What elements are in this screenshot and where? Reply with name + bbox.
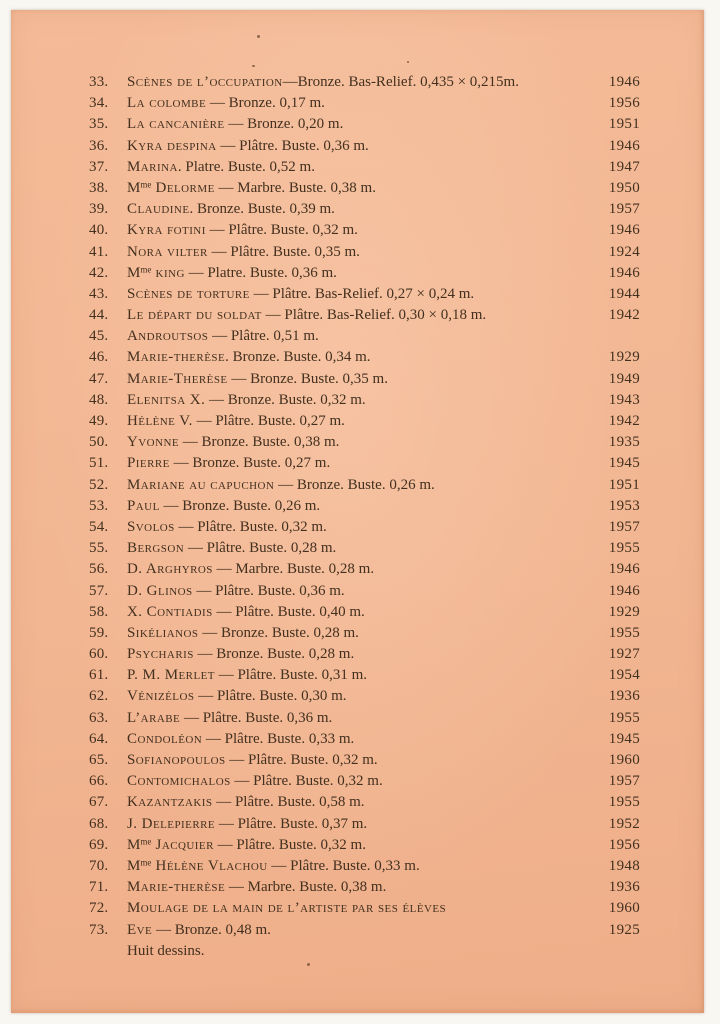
entry-number: 40. [89, 222, 109, 239]
entry-name: Jacquier [151, 836, 214, 853]
catalog-row [11, 665, 704, 686]
entry-number: 35. [89, 116, 109, 133]
entry-description: — Bronze. Buste. 0,28 m. [193, 646, 355, 663]
entry-title [127, 390, 594, 411]
entry-number: 42. [89, 264, 109, 281]
entry-description: — Plâtre. Bas-Relief. 0,27 × 0,24 m. [249, 285, 475, 302]
entry-name: Paul [127, 497, 160, 514]
entry-title [127, 326, 594, 347]
entry-number: 56. [89, 561, 109, 578]
entry-description: — Plâtre. Buste. 0,32 m. [205, 222, 358, 239]
entry-description: — Plâtre. Buste. 0,32 m. [213, 836, 366, 853]
entry-number: 33. [89, 74, 109, 90]
entry-number: 70. [89, 857, 109, 874]
catalog-row [11, 178, 704, 199]
entry-name: Marie-therèse [127, 349, 226, 366]
entry-description: — Platre. Buste. 0,36 m. [184, 264, 337, 281]
entry-number: 54. [89, 518, 109, 535]
catalog-row [11, 284, 704, 305]
entry-title [127, 72, 594, 93]
entry-number: 63. [89, 709, 109, 726]
catalog-row [11, 559, 704, 580]
entry-description: — Marbre. Buste. 0,38 m. [214, 179, 376, 196]
entry-number: 61. [89, 667, 109, 684]
entry-title [127, 898, 594, 919]
entry-title [127, 644, 594, 665]
entry-number: 52. [89, 476, 109, 493]
entry-year: 1955 [608, 624, 640, 641]
entry-title [127, 242, 594, 263]
entry-description: — Plâtre. Buste. 0,58 m. [212, 794, 365, 811]
entry-description: — Bronze. Buste. 0,38 m. [179, 434, 340, 451]
entry-name: La colombe [127, 95, 207, 112]
entry-name: Le départ du soldat [127, 307, 262, 324]
entry-title [127, 602, 594, 623]
catalog-row [11, 898, 704, 919]
entry-name: D. Glinos [127, 582, 193, 599]
catalog-row [11, 199, 704, 220]
entry-year: 1946 [608, 561, 640, 578]
entry-number: 36. [89, 137, 109, 154]
entry-number: 57. [89, 582, 109, 599]
entry-year: 1953 [608, 497, 640, 514]
catalog-row [11, 411, 704, 432]
entry-year: 1936 [608, 879, 640, 896]
entry-year: 1925 [608, 921, 640, 938]
entry-description: — Plâtre. Bas-Relief. 0,30 × 0,18 m. [261, 307, 487, 324]
entry-name: Sikélianos [127, 624, 199, 641]
entry-title-superscript: me [140, 836, 152, 847]
entry-number: 62. [89, 688, 109, 705]
entry-description: — Bronze. Buste. 0,27 m. [169, 455, 331, 472]
entry-year: 1946 [608, 264, 640, 281]
entry-title [127, 877, 594, 898]
catalog-row [11, 220, 704, 241]
entry-description: — Plâtre. Buste. 0,31 m. [214, 667, 368, 684]
entry-name: D. Arghyros [127, 561, 213, 578]
entry-number: 66. [89, 773, 109, 790]
entry-description: Huit dessins. [127, 942, 205, 959]
entry-title [127, 792, 594, 813]
entry-title-prefix: M [127, 264, 141, 281]
entry-number: 73. [89, 921, 109, 938]
entry-name: Elenitsa X. [127, 391, 206, 408]
entry-name: P. M. Merlet [127, 667, 215, 684]
entry-year: 1956 [608, 95, 640, 112]
entry-title [127, 369, 594, 390]
entry-name: Hélène Vlachou [151, 857, 268, 874]
catalog-row [11, 305, 704, 326]
entry-year: 1936 [608, 688, 640, 705]
entry-year: 1946 [608, 74, 640, 90]
entry-title [127, 941, 594, 962]
catalog-row [11, 432, 704, 453]
entry-number: 37. [89, 158, 109, 175]
entry-name: Kyra fotini [127, 222, 206, 239]
catalog-row [11, 369, 704, 390]
catalog-list [11, 72, 704, 962]
catalog-row [11, 644, 704, 665]
entry-name: Yvonne [127, 434, 180, 451]
entry-description: — Plâtre. Buste. 0,32 m. [225, 752, 378, 768]
entry-name: Hélène V. [127, 413, 193, 429]
catalog-row [11, 814, 704, 835]
entry-description: — Plâtre. Buste. 0,33 m. [267, 857, 420, 874]
entry-title [127, 814, 594, 835]
entry-number: 43. [89, 285, 109, 302]
entry-description: — Plâtre. Buste. 0,30 m. [194, 688, 347, 705]
catalog-row [11, 390, 704, 411]
entry-name: Androutsos [127, 328, 209, 345]
entry-number: 64. [89, 730, 109, 747]
entry-description: . Bronze. Buste. 0,34 m. [225, 349, 371, 366]
paper-speck [252, 65, 255, 67]
entry-name: Vénizélos [127, 688, 195, 705]
entry-year: 1942 [608, 413, 640, 429]
entry-year: 1945 [608, 730, 640, 747]
catalog-row [11, 856, 704, 877]
catalog-row [11, 263, 704, 284]
entry-description: — Plâtre. Buste. 0,35 m. [207, 243, 360, 260]
entry-title [127, 136, 594, 157]
entry-year: 1960 [608, 752, 640, 768]
entry-name: J. Delepierre [127, 815, 216, 832]
entry-year: 1952 [608, 815, 640, 832]
entry-title [127, 581, 594, 602]
entry-description: — Bronze. Buste. 0,28 m. [198, 624, 359, 641]
catalog-row [11, 157, 704, 178]
entry-name: X. Contiadis [127, 603, 213, 620]
entry-name: Marie-therèse [127, 879, 226, 896]
catalog-row [11, 538, 704, 559]
entry-title [127, 220, 594, 241]
entry-title [127, 920, 594, 941]
entry-year: 1929 [608, 349, 640, 366]
entry-name: Scènes de l’occupation [127, 74, 283, 90]
entry-number: 46. [89, 349, 109, 366]
entry-name: king [151, 264, 185, 281]
entry-name: Condoléon [127, 730, 203, 747]
entry-description: — Plâtre. 0,51 m. [208, 328, 319, 345]
entry-number: 38. [89, 179, 109, 196]
entry-name: Mariane au capuchon [127, 476, 275, 493]
catalog-row [11, 475, 704, 496]
entry-year: 1935 [608, 434, 640, 451]
entry-number: 69. [89, 836, 109, 853]
entry-number: 67. [89, 794, 109, 811]
entry-title [127, 347, 594, 368]
entry-number: 49. [89, 413, 109, 429]
entry-description: — Plâtre. Buste. 0,36 m. [180, 709, 333, 726]
entry-year: 1957 [608, 518, 640, 535]
entry-year: 1954 [608, 667, 640, 684]
entry-year: 1945 [608, 455, 640, 472]
entry-title [127, 178, 594, 199]
entry-year: 1948 [608, 857, 640, 874]
entry-title-superscript: me [140, 179, 152, 190]
entry-title [127, 517, 594, 538]
entry-description: — Plâtre. Buste. 0,32 m. [230, 773, 383, 790]
entry-name: Bergson [127, 540, 185, 557]
entry-title [127, 475, 594, 496]
catalog-row [11, 326, 704, 347]
entry-title [127, 453, 594, 474]
catalog-row [11, 835, 704, 856]
entry-name: Moulage de la main de l’artiste par ses élèves [127, 900, 447, 917]
entry-title [127, 284, 594, 305]
entry-name: Kyra despina [127, 137, 217, 154]
entry-number: 59. [89, 624, 109, 641]
entry-description: — Plâtre. Buste. 0,36 m. [192, 582, 345, 599]
entry-description: — Bronze. Buste. 0,26 m. [159, 497, 321, 514]
entry-number: 51. [89, 455, 109, 472]
entry-year: 1955 [608, 709, 640, 726]
entry-name: Marie-Therèse [127, 370, 228, 387]
entry-title [127, 157, 594, 178]
entry-year: 1951 [608, 116, 640, 133]
catalog-row [11, 623, 704, 644]
entry-description: — Bronze. Buste. 0,32 m. [205, 391, 366, 408]
catalog-row [11, 114, 704, 135]
catalog-row [11, 453, 704, 474]
catalog-row [11, 93, 704, 114]
entry-number: 68. [89, 815, 109, 832]
entry-number: 55. [89, 540, 109, 557]
catalog-row [11, 496, 704, 517]
entry-year: 1957 [608, 201, 640, 218]
entry-title-superscript: me [140, 857, 152, 868]
entry-title [127, 263, 594, 284]
entry-title-prefix: M [127, 857, 141, 874]
entry-number: 53. [89, 497, 109, 514]
entry-title [127, 729, 594, 750]
entry-number: 45. [89, 328, 109, 345]
entry-title [127, 665, 594, 686]
entry-year: 1942 [608, 307, 640, 324]
entry-description: — Marbre. Buste. 0,38 m. [225, 879, 387, 896]
entry-year: 1924 [608, 243, 640, 260]
paper-speck [307, 963, 310, 966]
catalog-row [11, 771, 704, 792]
entry-name: La cancanière [127, 116, 225, 133]
entry-name: Sofianopoulos [127, 752, 226, 768]
entry-name: Scènes de torture [127, 285, 250, 302]
entry-number: 39. [89, 201, 109, 218]
entry-number: 72. [89, 900, 109, 917]
entry-year: 1949 [608, 370, 640, 387]
entry-description: — Plâtre. Buste. 0,37 m. [215, 815, 368, 832]
entry-name: Marina [127, 158, 178, 175]
catalog-row [11, 581, 704, 602]
paper-speck [257, 35, 260, 38]
entry-year: 1943 [608, 391, 640, 408]
catalog-row [11, 136, 704, 157]
entry-title [127, 708, 594, 729]
entry-name: L’arabe [127, 709, 181, 726]
entry-number: 34. [89, 95, 109, 112]
entry-description: — Bronze. 0,20 m. [224, 116, 344, 133]
entry-name: Contomichalos [127, 773, 231, 790]
entry-title [127, 93, 594, 114]
entry-description: — Bronze. Buste. 0,35 m. [227, 370, 388, 387]
entry-year: 1947 [608, 158, 640, 175]
entry-name: Svolos [127, 518, 175, 535]
entry-description: . Platre. Buste. 0,52 m. [177, 158, 315, 175]
catalog-row [11, 517, 704, 538]
entry-title [127, 559, 594, 580]
catalog-row [11, 792, 704, 813]
entry-description: —Bronze. Bas-Relief. 0,435 × 0,215m. [282, 74, 519, 90]
entry-year: 1960 [608, 900, 640, 917]
entry-title [127, 432, 594, 453]
catalog-row [11, 602, 704, 623]
entry-title [127, 835, 594, 856]
entry-year: 1955 [608, 540, 640, 557]
entry-description: — Plâtre. Buste. 0,40 m. [212, 603, 365, 620]
entry-year: 1946 [608, 137, 640, 154]
catalog-row [11, 72, 704, 93]
entry-description: — Plâtre. Buste. 0,36 m. [216, 137, 369, 154]
catalog-row [11, 877, 704, 898]
entry-description: — Bronze. Buste. 0,26 m. [274, 476, 435, 493]
entry-year: 1951 [608, 476, 640, 493]
catalog-row [11, 750, 704, 771]
entry-year: 1946 [608, 222, 640, 239]
paper-speck [407, 61, 409, 63]
entry-year: 1956 [608, 836, 640, 853]
entry-description: — Bronze. 0,17 m. [206, 95, 325, 112]
entry-title [127, 750, 594, 771]
entry-description: . Bronze. Buste. 0,39 m. [189, 201, 335, 218]
entry-title-prefix: M [127, 179, 141, 196]
entry-title [127, 623, 594, 644]
entry-name: Claudine [127, 201, 190, 218]
catalog-row [11, 729, 704, 750]
entry-number: 60. [89, 646, 109, 663]
entry-year: 1944 [608, 285, 640, 302]
entry-title [127, 771, 594, 792]
entry-description: — Marbre. Buste. 0,28 m. [212, 561, 375, 578]
entry-year: 1929 [608, 603, 640, 620]
catalog-row [11, 941, 704, 962]
entry-description: — Plâtre. Buste. 0,33 m. [202, 730, 355, 747]
entry-title [127, 199, 594, 220]
entry-title [127, 114, 594, 135]
entry-year: 1957 [608, 773, 640, 790]
entry-year: 1927 [608, 646, 640, 663]
entry-name: Delorme [151, 179, 215, 196]
entry-title [127, 305, 594, 326]
catalog-row [11, 347, 704, 368]
entry-title [127, 496, 594, 517]
entry-number: 50. [89, 434, 109, 451]
entry-title-prefix: M [127, 836, 141, 853]
entry-number: 58. [89, 603, 109, 620]
entry-number: 47. [89, 370, 109, 387]
entry-title [127, 411, 594, 432]
catalog-page [11, 10, 704, 1013]
entry-number: 65. [89, 752, 109, 768]
entry-year: 1950 [608, 179, 640, 196]
entry-number: 44. [89, 307, 109, 324]
entry-description: — Plâtre. Buste. 0,32 m. [174, 518, 327, 535]
catalog-row [11, 920, 704, 941]
catalog-row [11, 686, 704, 707]
entry-description: — Bronze. 0,48 m. [152, 921, 271, 938]
entry-name: Pierre [127, 455, 170, 472]
entry-number: 41. [89, 243, 109, 260]
entry-year: 1955 [608, 794, 640, 811]
entry-description: — Plâtre. Buste. 0,28 m. [184, 540, 337, 557]
entry-description: — Plâtre. Buste. 0,27 m. [192, 413, 345, 429]
entry-number: 48. [89, 391, 109, 408]
entry-title [127, 538, 594, 559]
entry-name: Psycharis [127, 646, 194, 663]
entry-number: 71. [89, 879, 109, 896]
entry-name: Nora vilter [127, 243, 208, 260]
catalog-row [11, 242, 704, 263]
entry-title-superscript: me [140, 264, 152, 275]
entry-year: 1946 [608, 582, 640, 599]
entry-title [127, 856, 594, 877]
entry-title [127, 686, 594, 707]
entry-name: Kazantzakis [127, 794, 213, 811]
catalog-row [11, 708, 704, 729]
entry-name: Eve [127, 921, 153, 938]
